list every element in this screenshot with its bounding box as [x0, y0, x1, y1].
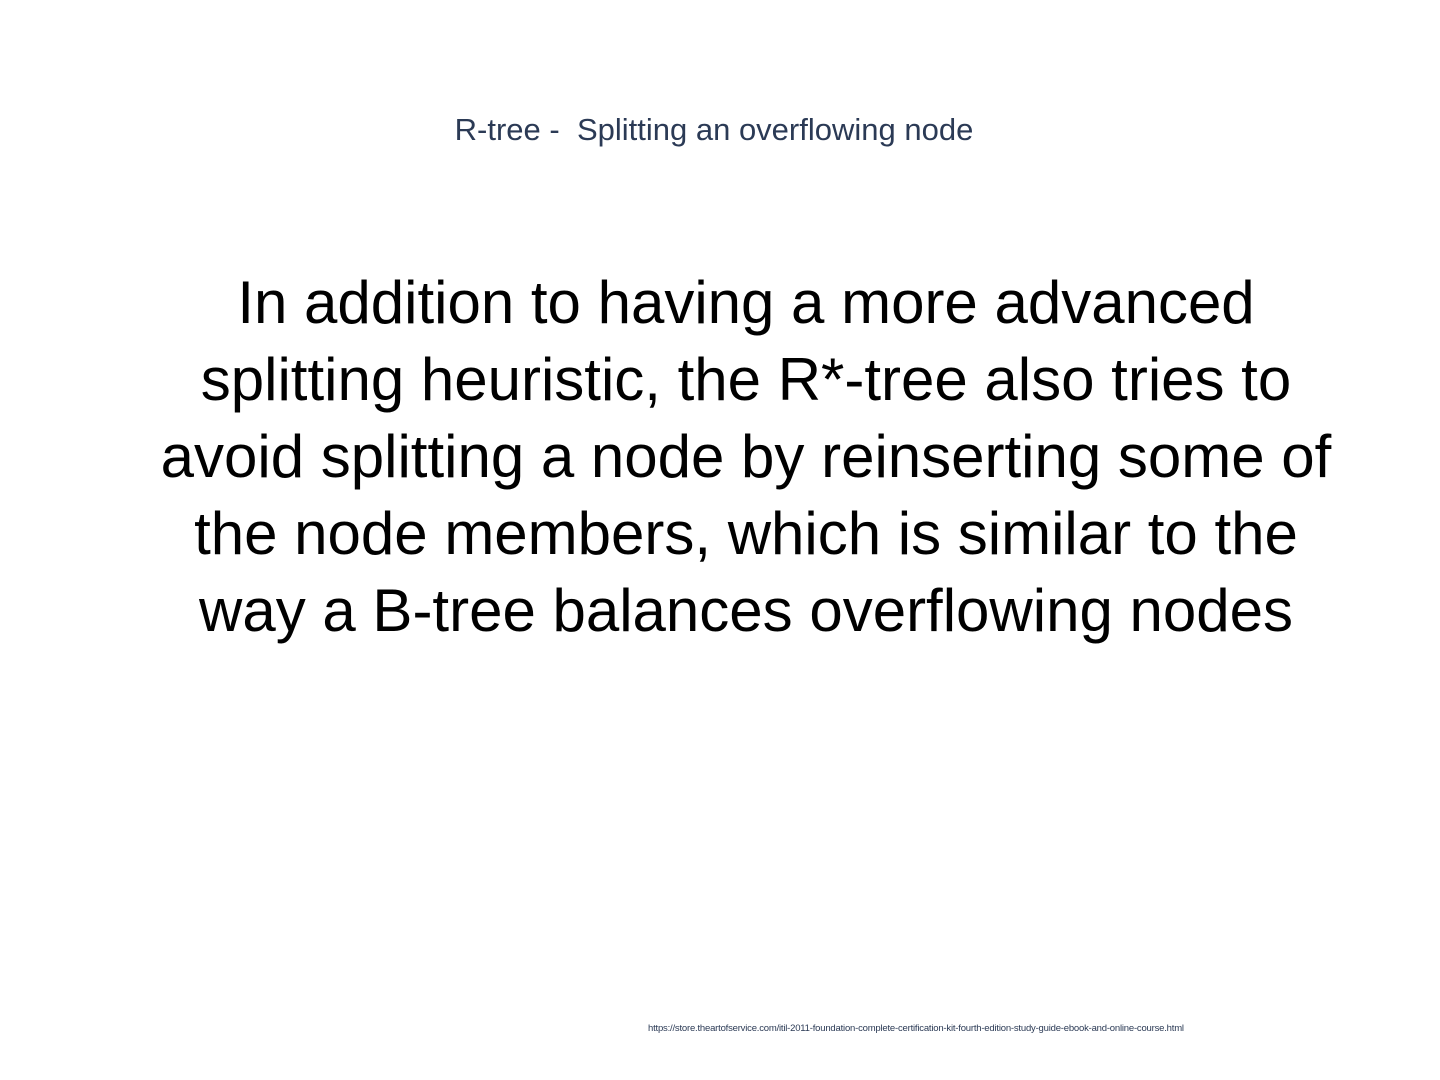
slide-body-text: In addition to having a more advanced splitting heuristic, the R*-tree also tries to avoid splitting a node by reinserting some of the node members, which is similar to the way a B-tree balances overflowing nodes	[160, 269, 1332, 644]
slide-title: R-tree - Splitting an overflowing node	[454, 112, 974, 147]
footer-url[interactable]: https://store.theartofservice.com/itil-2011-foundation-complete-certification-kit-fourth-edition-study-guide-ebook-and-online-course.html	[648, 1023, 1184, 1034]
